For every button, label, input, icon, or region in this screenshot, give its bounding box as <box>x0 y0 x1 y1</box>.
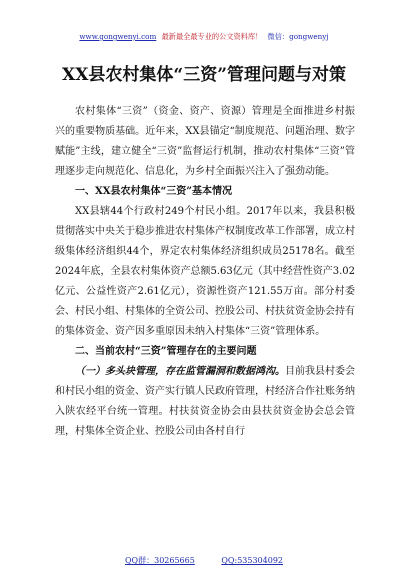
header-slogan: 最新最全最专业的公文资料库！ <box>161 32 263 41</box>
header-line <box>72 32 336 41</box>
section1-heading: 一、XX县农村集体“三资”基本情况 <box>75 186 233 197</box>
footer-qq-group: QQ群：30265665 <box>124 556 195 565</box>
section2-sub1-text: 目前我县村委会和村民小组的资金、资产实行镇人民政府管理，村经济合作社账务纳入陕农经平台统一管理。村扶贫资金协会由县扶贫资金协会总会管理，村集体全资企业、控股公司由各村自行 <box>55 366 355 437</box>
page-header <box>0 0 408 42</box>
intro-paragraph: 农村集体“三资”（资金、资产、资源）管理是全面推进乡村振兴的重要物质基础。近年来，XX县锚定“制度规范、问题治理、数字赋能”主线，建立健全“三资”监督运行机制，推动农村集体“三资”管理逐步走向规范化、信息化，为乡村全面振兴注入了强劲动能。 <box>55 106 355 177</box>
section1-paragraph: XX县辖44个行政村249个村民小组。2017年以来，我县积极贯彻落实中央关于稳步推进农村集体产权制度改革工作部署，成立村级集体经济组织44个，界定农村集体经济组织成员25178名。截至2024年底，全县农村集体资产总额5.63亿元（其中经营性资产3.02亿元、公益性资产2.61亿元），资源性资产121.55万亩。部分村委会、村民小组、村集体的全资公司、控股公司、村扶贫资金协会持有的集体资金、资产因多重原因未纳入村集体“三资”管理体系。 <box>55 206 355 337</box>
header-wechat: 微信：gongwenyj <box>267 32 329 41</box>
header-website-link[interactable]: www.gongwenyi.com <box>79 32 157 41</box>
page-footer <box>0 555 408 566</box>
document-body <box>55 102 355 442</box>
section2-sub1-paragraph <box>55 362 355 442</box>
document-title: XX县农村集体“三资”管理问题与对策 <box>62 65 346 85</box>
section2-heading: 二、当前农村“三资”管理存在的主要问题 <box>75 346 257 357</box>
section2-sub1-lead: （一）多头块管理，存在监管漏洞和数据鸿沟。 <box>75 366 285 377</box>
footer-qq: QQ:535304092 <box>221 556 283 565</box>
